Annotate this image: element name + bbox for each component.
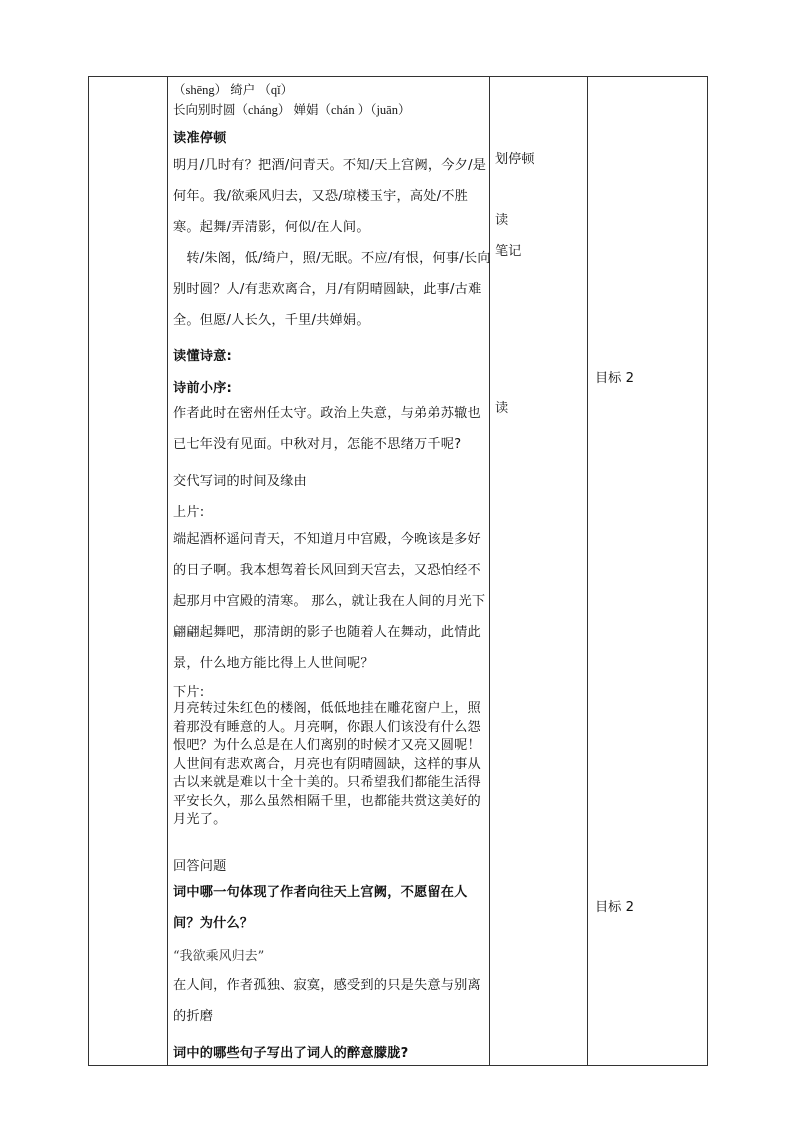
- activity-notes: 笔记: [495, 244, 522, 259]
- section-heading-answer: 回答问题: [173, 859, 227, 874]
- preface-paragraph: 作者此时在密州任太守。政治上失意，与弟弟苏辙也已七年没有见面。中秋对月，怎能不思绪万千呢?: [173, 406, 481, 452]
- answer-quote: “我欲乘风归去”: [173, 949, 265, 964]
- activity-read: 读: [495, 401, 509, 416]
- lower-label: 下片:: [173, 685, 205, 700]
- activity-pause: 划停顿: [495, 152, 535, 167]
- answer-paragraph: 在人间，作者孤独、寂寞，感受到的只是失意与别离的折磨: [173, 978, 481, 1024]
- goal-label: 目标 2: [595, 371, 634, 386]
- column-divider: [167, 77, 168, 1065]
- section-heading-pause: 读准停顿: [173, 131, 227, 146]
- section-heading-meaning: 读懂诗意:: [173, 349, 233, 364]
- upper-label: 上片:: [173, 505, 205, 520]
- question: 词中哪一句体现了作者向往天上宫阙，不愿留在人间？为什么？: [173, 885, 468, 931]
- pause-paragraph: 明月/几时有？把酒/问青天。不知/天上宫阙，今夕/是何年。我/欲乘风归去，又恐/琼楼玉宇，高处/不胜寒。起舞/弄清影，何似/在人间。: [173, 158, 487, 235]
- lower-paragraph: 月亮转过朱红色的楼阁，低低地挂在雕花窗户上，照着那没有睡意的人。月亮啊，你跟人们该没有什么怨恨吧？为什么总是在人们离别的时候才又亮又圆呢！人世间有悲欢离合，月亮也有阴晴圆缺，这样的事从古以来就是难以十全十美的。只希望我们都能生活得平安长久，那么虽然相隔千里，也都能共赏这美好的月光了。: [173, 701, 481, 827]
- question: 词中的哪些句子写出了词人的醉意朦胧?: [173, 1046, 409, 1061]
- goal-label: 目标 2: [595, 900, 634, 915]
- pinyin-line: 长向别时圆（cháng） 婵娟（chán ）（juān）: [173, 103, 411, 117]
- section-heading-preface: 诗前小序:: [173, 381, 233, 396]
- upper-paragraph: 端起酒杯遥问青天，不知道月中宫殿，今晚该是多好的日子啊。我本想驾着长风回到天宫去，又恐怕经不起那月中宫殿的清寒。 那么，就让我在人间的月光下翩翩起舞吧，那清朗的影子也随着人在舞动，此情此景，什么地方能比得上人世间呢？: [173, 532, 486, 671]
- preface-note: 交代写词的时间及缘由: [173, 474, 307, 489]
- pause-paragraph: 转/朱阁，低/绮户，照/无眠。不应/有恨，何事/长向别时圆？人/有悲欢离合，月/有阴晴圆缺，此事/古难全。但愿/人长久，千里/共婵娟。: [173, 251, 491, 328]
- activity-read: 读: [495, 213, 509, 228]
- pinyin-line: （shēng） 绮户 （qǐ）: [173, 83, 294, 97]
- content-column: [173, 77, 573, 1065]
- lesson-table: [88, 76, 708, 1066]
- column-divider: [587, 77, 588, 1065]
